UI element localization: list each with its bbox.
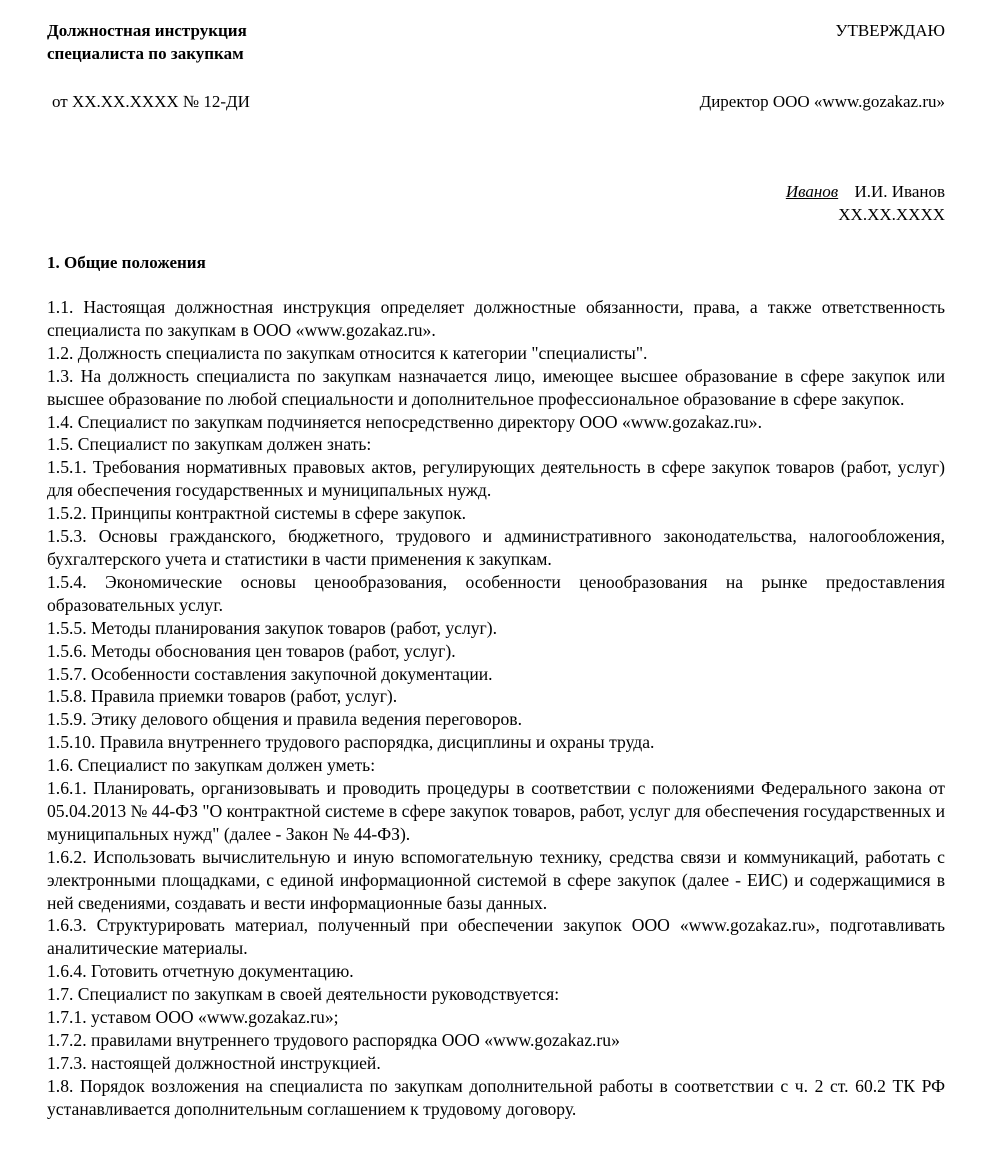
document-body — [47, 296, 945, 1121]
paragraph-1-7-2: 1.7.2. правилами внутреннего трудового распорядка ООО «www.gozakaz.ru» — [47, 1030, 620, 1050]
signature-block — [762, 180, 945, 203]
paragraph-1-6-3: 1.6.3. Структурировать материал, полученный при обеспечении закупок ООО «www.gozakaz.ru», подготавливать аналитические материалы. — [47, 915, 945, 959]
paragraph-1-6-1: 1.6.1. Планировать, организовывать и проводить процедуры в соответствии с положениями Федерального закона от 05.04.2013 № 44-ФЗ "О контрактной системе в сфере закупок товаров, работ, услуг для обеспечения государственных и муниципальных нужд" (далее - Закон № 44-ФЗ). — [47, 778, 945, 844]
signer-name: И.И. Иванов — [854, 182, 945, 201]
paragraph-1-7: 1.7. Специалист по закупкам в своей деятельности руководствуется: — [47, 984, 560, 1005]
paragraph-1-5-8: 1.5.8. Правила приемки товаров (работ, услуг). — [47, 686, 398, 707]
paragraph-1-6-2: 1.6.2. Использовать вычислительную и иную вспомогательную технику, средства связи и коммуникаций, работать с электронными площадками, с единой информационной системой в сфере закупок (далее - ЕИС) и содержащимися в ней сведениями, создавать и вести информационные базы данных. — [47, 846, 945, 913]
paragraph-1-5: 1.5. Специалист по закупкам должен знать: — [47, 434, 372, 455]
approval-heading: УТВЕРЖДАЮ — [835, 21, 945, 40]
paragraph-1-5-10: 1.5.10. Правила внутреннего трудового распорядка, дисциплины и охраны труда. — [47, 732, 655, 753]
paragraph-1-5-3: 1.5.3. Основы гражданского, бюджетного, трудового и административного законодательства, налогообложения, бухгалтерского учета и статистики в части применения к закупкам. — [47, 526, 945, 569]
document-title — [47, 19, 247, 65]
paragraph-1-4: 1.4. Специалист по закупкам подчиняется непосредственно директору ООО «www.gozakaz.ru». — [47, 411, 762, 432]
paragraph-1-2: 1.2. Должность специалиста по закупкам относится к категории "специалисты". — [47, 342, 648, 363]
section-title: 1. Общие положения — [47, 253, 206, 272]
document-title-line-1: Должностная инструкция — [47, 21, 247, 40]
paragraph-1-7-3: 1.7.3. настоящей должностной инструкцией. — [47, 1052, 381, 1073]
approval-date: ХХ.ХХ.ХХХХ — [838, 205, 945, 224]
paragraph-1-8: 1.8. Порядок возложения на специалиста по закупкам дополнительной работы в соответствии с ч. 2 ст. 60.2 ТК РФ устанавливается дополнительным соглашением к трудовому договору. — [47, 1075, 945, 1119]
paragraph-1-5-5: 1.5.5. Методы планирования закупок товаров (работ, услуг). — [47, 617, 498, 638]
director-title: Директор ООО «www.gozakaz.ru» — [699, 92, 945, 111]
document-number: от ХХ.ХХ.ХХХХ № 12-ДИ — [52, 92, 250, 111]
paragraph-1-7-1: 1.7.1. уставом ООО «www.gozakaz.ru»; — [47, 1007, 339, 1028]
paragraph-1-5-2: 1.5.2. Принципы контрактной системы в сфере закупок. — [47, 503, 467, 524]
paragraph-1-3: 1.3. На должность специалиста по закупкам назначается лицо, имеющее высшее образование в сфере закупок или высшее образование по любой специальности и дополнительное профессиональное образование в сфере закупок. — [47, 365, 945, 409]
signature: Иванов — [785, 182, 839, 201]
document-page — [47, 0, 945, 1175]
paragraph-1-5-9: 1.5.9. Этику делового общения и правила ведения переговоров. — [47, 709, 523, 730]
paragraph-1-5-6: 1.5.6. Методы обоснования цен товаров (работ, услуг). — [47, 640, 456, 661]
paragraph-1-5-1: 1.5.1. Требования нормативных правовых актов, регулирующих деятельность в сфере закупок товаров (работ, услуг) для обеспечения государственных и муниципальных нужд. — [47, 457, 945, 501]
paragraph-1-5-7: 1.5.7. Особенности составления закупочной документации. — [47, 663, 493, 684]
paragraph-1-1: 1.1. Настоящая должностная инструкция определяет должностные обязанности, права, а также ответственность специалиста по закупкам в ООО «www.gozakaz.ru». — [47, 297, 945, 340]
paragraph-1-5-4: 1.5.4. Экономические основы ценообразования, особенности ценообразования на рынке предоставления образовательных услуг. — [47, 571, 945, 615]
document-title-line-2: специалиста по закупкам — [47, 44, 244, 63]
paragraph-1-6-4: 1.6.4. Готовить отчетную документацию. — [47, 961, 354, 982]
paragraph-1-6: 1.6. Специалист по закупкам должен уметь: — [47, 755, 376, 776]
